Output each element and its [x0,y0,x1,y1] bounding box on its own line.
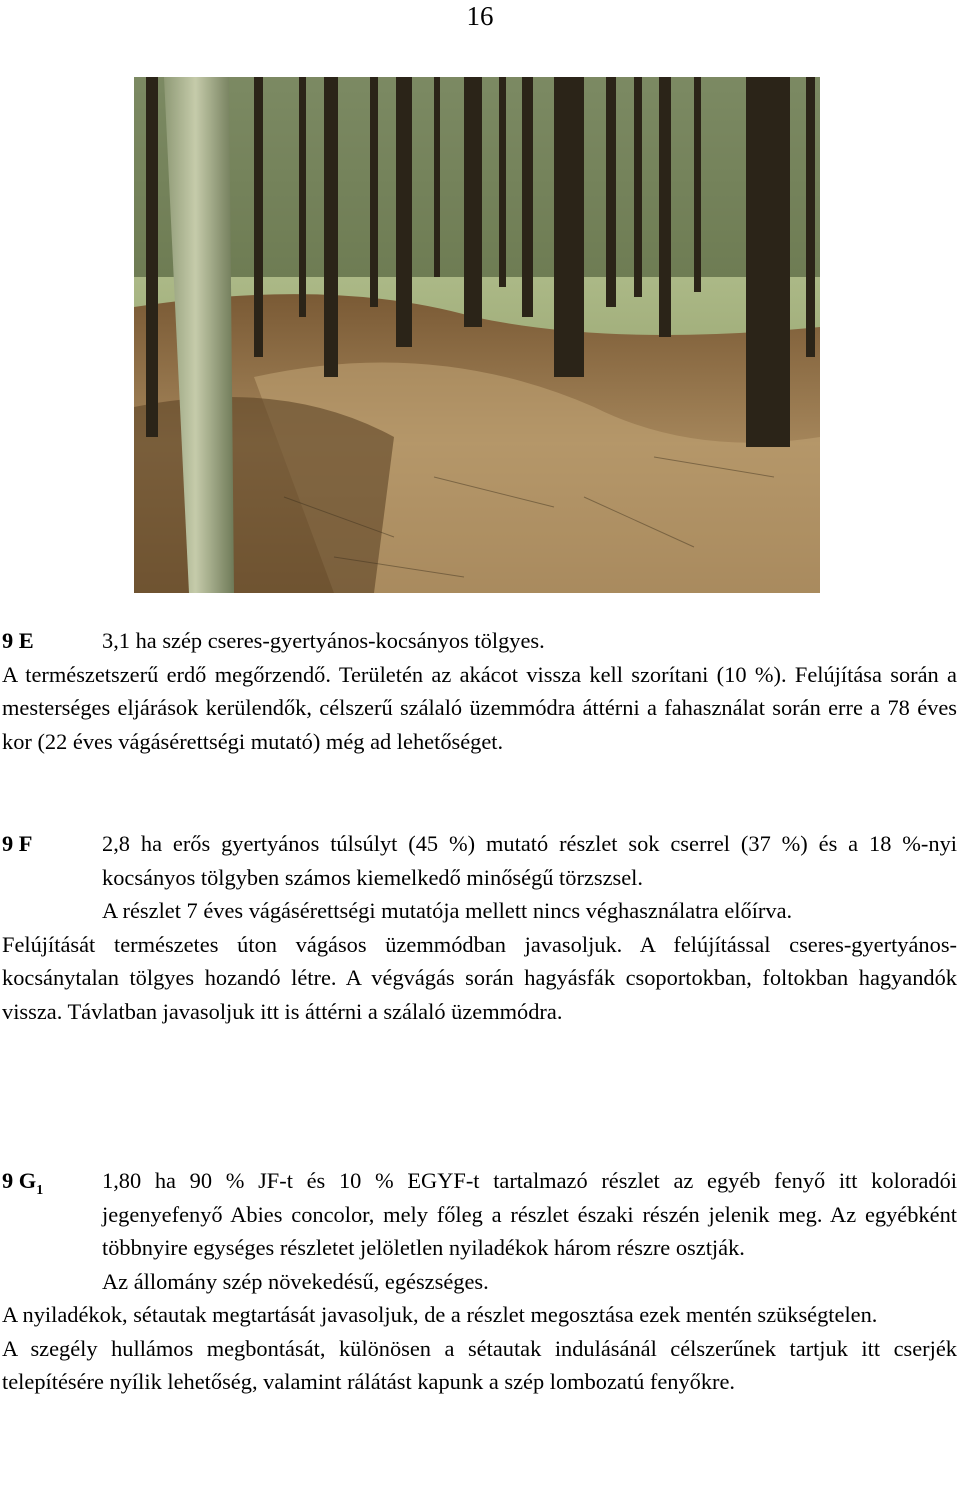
section-code-main: 9 G [2,1168,37,1193]
section-code: 9 E [2,628,34,653]
section-note: A részlet 7 éves vágásérettségi mutatója mellett nincs véghasználatra előírva. [102,898,793,923]
forest-photo [134,77,820,593]
section-summary: 3,1 ha szép cseres-gyertyános-kocsányos tölgyes. [102,628,545,653]
section-9e [2,624,957,758]
section-summary: 2,8 ha erős gyertyános túlsúlyt (45 %) mutató részlet sok cserrel (37 %) és a 18 %-nyi kocsányos tölgyben számos kiemelkedő minőségű törzszsel. [102,831,957,890]
page-number: 16 [466,1,494,31]
section-summary: 1,80 ha 90 % JF-t és 10 % EGYF-t tartalmazó részlet az egyéb fenyő itt koloradói jegenyefenyő Abies concolor, mely főleg a részlet északi részén jelenik meg. Az egyébként többnyire egységes részletet jelöletlen nyiladékok három részre osztják. [102,1168,957,1260]
section-paragraph: A nyiladékok, sétautak megtartását javasoljuk, de a részlet megosztása ezek mentén szükségtelen. [2,1302,878,1327]
section-note: Az állomány szép növekedésű, egészséges. [102,1268,489,1294]
section-code [2,1164,102,1265]
section-paragraph: A természetszerű erdő megőrzendő. Területén az akácot vissza kell szorítani (10 %). Felújítása során a mesterséges eljárások kerülendők, célszerű szálaló üzemmódra áttérni a fahasználat során erre a 78 éves kor (22 éves vágásérettségi mutató) még ad lehetőséget. [2,661,957,754]
section-code-sub: 1 [36,1183,44,1198]
section-code: 9 F [2,831,33,856]
section-9f [2,827,957,1028]
section-9g1 [2,1164,957,1399]
section-paragraph: Felújítását természetes úton vágásos üzemmódban javasoljuk. A felújítással cseres-gyertyános-kocsánytalan tölgyes hozandó létre. A végvágás során hagyásfák csoportokban, foltokban hagyandók vissza. Távlatban javasoljuk itt is áttérni a szálaló üzemmódra. [2,931,957,1024]
section-paragraph: A szegély hullámos megbontását, különösen a sétautak indulásánál célszerűnek tartjuk itt cserjék telepítésére nyílik lehetőség, valamint rálátást kapunk a szép lombozatú fenyőkre. [2,1335,957,1394]
